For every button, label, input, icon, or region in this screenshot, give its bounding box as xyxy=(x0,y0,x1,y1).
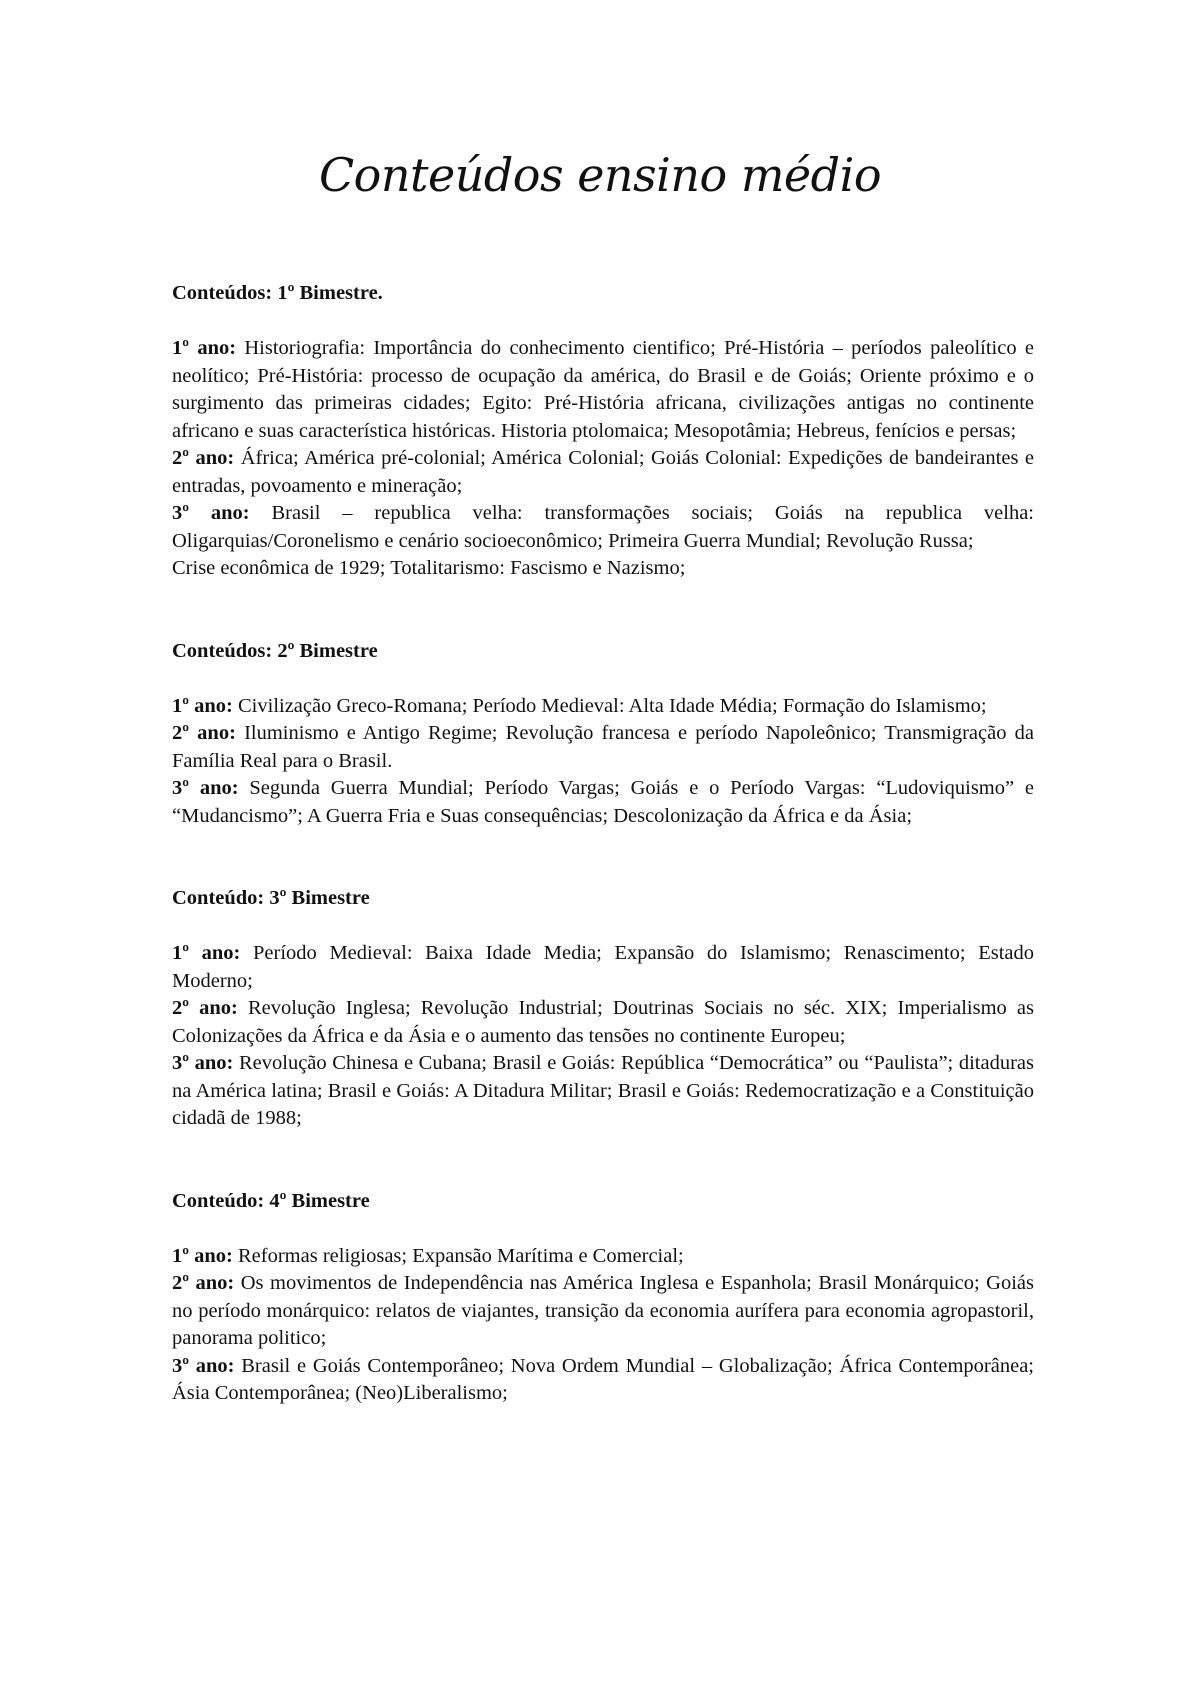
year-entry xyxy=(172,335,1034,445)
year-content: Segunda Guerra Mundial; Período Vargas; Goiás e o Período Vargas: “Ludoviquismo” e “Mudancismo”; A Guerra Fria e Suas consequências; Descolonização da África e da Ásia; xyxy=(172,777,1035,827)
year-entry xyxy=(172,445,1034,500)
year-content: Civilização Greco-Romana; Período Medieval: Alta Idade Média; Formação do Islamismo; xyxy=(232,694,987,717)
year-entry xyxy=(172,1353,1034,1408)
section-heading: Conteúdo: 4º Bimestre xyxy=(172,1189,370,1212)
year-content: Brasil e Goiás Contemporâneo; Nova Ordem Mundial – Globalização; África Contemporânea; Ásia Contemporânea; (Neo)Liberalismo; xyxy=(172,1354,1034,1404)
section-bimestre-2 xyxy=(172,638,1034,831)
year-label: 1º ano: xyxy=(172,1244,233,1267)
year-label: 2º ano: xyxy=(172,722,236,744)
year-entry xyxy=(172,693,1034,721)
document-title: Conteúdos ensino médio xyxy=(318,148,882,202)
year-content: Revolução Chinesa e Cubana; Brasil e Goiás: República “Democrática” ou “Paulista”; ditaduras na América latina; Brasil e Goiás: A Ditadura Militar; Brasil e Goiás: Redemocratização e a Constituição cidadã de 1988; xyxy=(172,1052,1035,1129)
year-label: 2º ano: xyxy=(172,997,238,1019)
year-label: 3º ano: xyxy=(172,1052,234,1074)
year-entry xyxy=(172,775,1034,830)
year-label: 1º ano: xyxy=(172,942,241,964)
year-content: Brasil – republica velha: transformações sociais; Goiás na republica velha: Oligarquias/Coronelismo e cenário socioeconômico; Primeira Guerra Mundial; Revolução Russa; xyxy=(172,502,1035,552)
year-entry xyxy=(172,1243,1034,1271)
section-spacer xyxy=(172,1133,1034,1188)
section-spacer xyxy=(172,830,1034,885)
year-content: África; América pré-colonial; América Colonial; Goiás Colonial: Expedições de bandeirantes e entradas, povoamento e mineração; xyxy=(172,447,1034,497)
year-content: Historiografia: Importância do conhecimento cientifico; Pré-História – períodos paleolítico e neolítico; Pré-História: processo de ocupação da américa, do Brasil e de Goiás; Oriente próximo e o surgimento das primeiras cidades; Egito: Pré-História africana, civilizações antigas no continente africano e suas característica históricas. Historia ptolomaica; Mesopotâmia; Hebreus, fenícios e persas; xyxy=(172,337,1034,442)
section-heading: Conteúdos: 1º Bimestre. xyxy=(172,282,383,304)
year-label: 3º ano: xyxy=(172,502,250,524)
year-content: Reformas religiosas; Expansão Marítima e Comercial; xyxy=(232,1244,684,1267)
year-label: 1º ano: xyxy=(172,337,237,359)
section-bimestre-1 xyxy=(172,280,1034,583)
section-spacer xyxy=(172,583,1034,638)
extra-line: Crise econômica de 1929; Totalitarismo: Fascismo e Nazismo; xyxy=(172,557,686,579)
year-label: 2º ano: xyxy=(172,447,235,469)
section-bimestre-3 xyxy=(172,885,1034,1133)
year-label: 3º ano: xyxy=(172,777,239,799)
year-label: 2º ano: xyxy=(172,1272,235,1294)
section-heading: Conteúdos: 2º Bimestre xyxy=(172,639,378,662)
year-content: Período Medieval: Baixa Idade Media; Expansão do Islamismo; Renascimento; Estado Moderno; xyxy=(172,942,1034,992)
year-entry xyxy=(172,1050,1034,1133)
section-bimestre-4 xyxy=(172,1188,1034,1408)
year-content: Iluminismo e Antigo Regime; Revolução francesa e período Napoleônico; Transmigração da Família Real para o Brasil. xyxy=(172,722,1034,772)
year-entry xyxy=(172,1270,1034,1353)
year-entry xyxy=(172,995,1034,1050)
year-content: Os movimentos de Independência nas América Inglesa e Espanhola; Brasil Monárquico; Goiás no período monárquico: relatos de viajantes, transição da economia aurífera para economia agropastoril, panorama politico; xyxy=(172,1272,1034,1349)
document-body xyxy=(172,280,1034,1408)
year-entry xyxy=(172,720,1034,775)
year-label: 1º ano: xyxy=(172,694,233,717)
year-entry xyxy=(172,500,1034,555)
year-label: 3º ano: xyxy=(172,1354,235,1377)
section-heading: Conteúdo: 3º Bimestre xyxy=(172,887,370,909)
year-content: Revolução Inglesa; Revolução Industrial; Doutrinas Sociais no séc. XIX; Imperialismo as Colonizações da África e da Ásia e o aumento das tensões no continente Europeu; xyxy=(172,997,1034,1047)
year-entry xyxy=(172,940,1034,995)
